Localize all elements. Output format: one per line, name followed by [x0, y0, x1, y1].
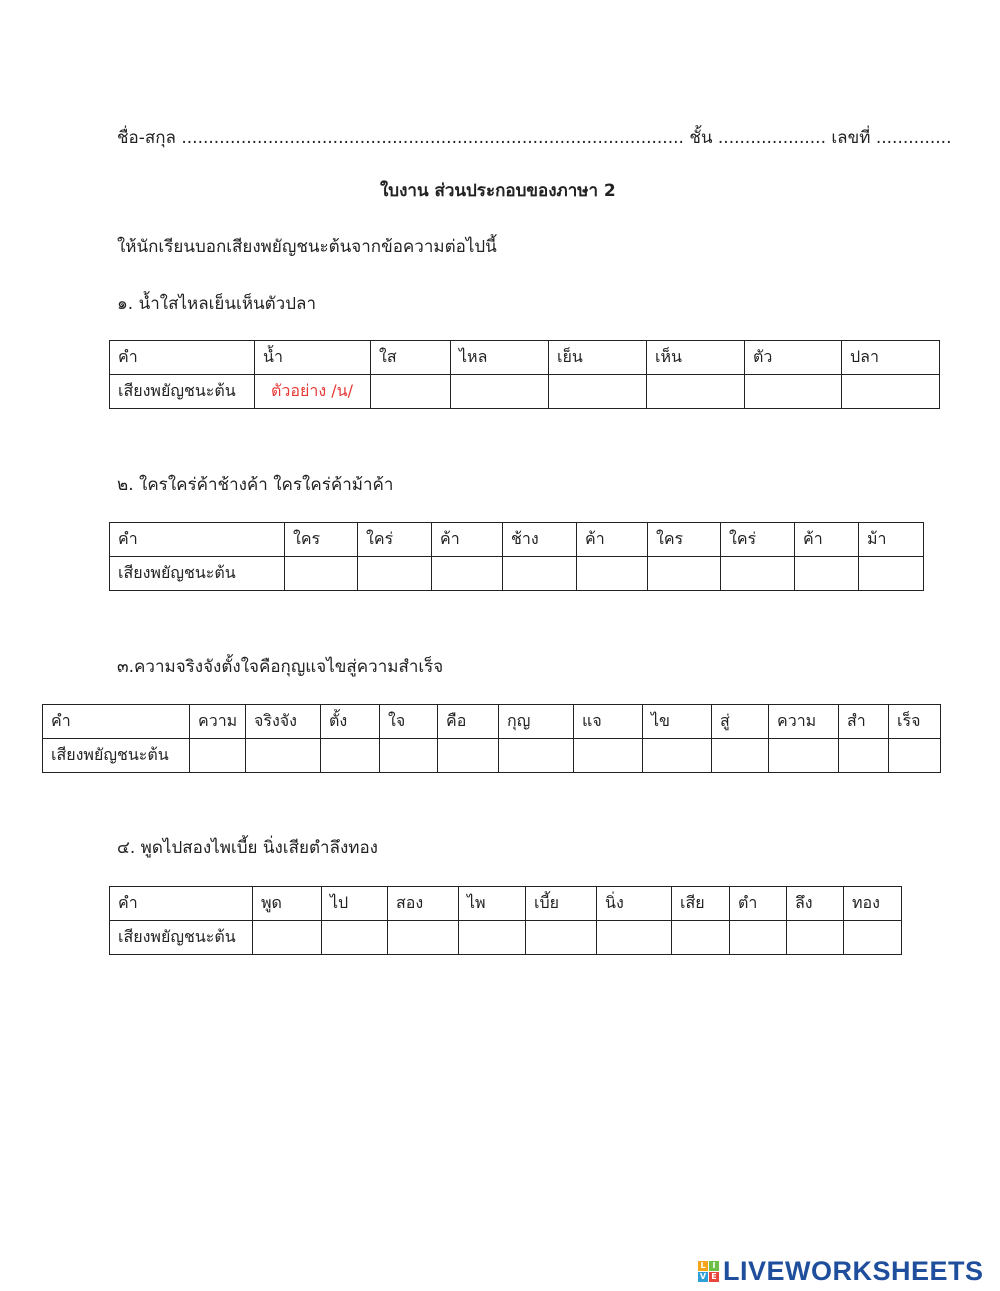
word-cell: ตัว — [745, 341, 842, 375]
answer-cell[interactable] — [889, 739, 941, 773]
word-cell: ปลา — [842, 341, 940, 375]
row-label-word: คำ — [110, 887, 253, 921]
row-label-consonant: เสียงพยัญชนะต้น — [43, 739, 190, 773]
word-cell: ค้า — [795, 523, 859, 557]
answer-cell[interactable] — [321, 739, 380, 773]
answer-cell[interactable] — [730, 921, 787, 955]
section-4-heading: ๔. พูดไปสองไพเบี้ย นิ่งเสียตำลึงทอง — [117, 838, 378, 858]
answer-cell[interactable] — [672, 921, 730, 955]
word-cell: กุญ — [499, 705, 574, 739]
answer-cell[interactable] — [769, 739, 839, 773]
word-cell: ตั้ง — [321, 705, 380, 739]
answer-cell[interactable] — [787, 921, 844, 955]
section-1-heading: ๑. น้ำใสไหลเย็นเห็นตัวปลา — [117, 294, 316, 314]
word-cell: ใคร่ — [721, 523, 795, 557]
word-cell: ค้า — [432, 523, 503, 557]
word-row — [110, 341, 940, 375]
answer-row — [43, 739, 941, 773]
word-cell: ตำ — [730, 887, 787, 921]
answer-cell[interactable] — [451, 375, 549, 409]
word-cell: ไหล — [451, 341, 549, 375]
answer-cell[interactable] — [371, 375, 451, 409]
section-2-heading: ๒. ใครใคร่ค้าช้างค้า ใครใคร่ค้าม้าค้า — [117, 475, 394, 495]
word-cell: ความ — [190, 705, 246, 739]
word-cell: สู่ — [712, 705, 769, 739]
answer-cell[interactable] — [839, 739, 889, 773]
word-cell: เห็น — [647, 341, 745, 375]
word-cell: ความ — [769, 705, 839, 739]
word-cell: ช้าง — [503, 523, 577, 557]
word-cell: สอง — [388, 887, 459, 921]
word-row — [110, 523, 924, 557]
word-cell: เย็น — [549, 341, 647, 375]
word-cell: เสีย — [672, 887, 730, 921]
answer-cell[interactable] — [432, 557, 503, 591]
answer-cell[interactable] — [721, 557, 795, 591]
answer-cell[interactable] — [526, 921, 597, 955]
answer-row — [110, 921, 902, 955]
word-cell: แจ — [574, 705, 643, 739]
answer-cell[interactable] — [285, 557, 358, 591]
word-cell: ลึง — [787, 887, 844, 921]
answer-cell[interactable] — [503, 557, 577, 591]
word-row — [110, 887, 902, 921]
row-label-consonant: เสียงพยัญชนะต้น — [110, 557, 285, 591]
answer-cell[interactable] — [499, 739, 574, 773]
row-label-consonant: เสียงพยัญชนะต้น — [110, 921, 253, 955]
answer-row — [110, 375, 940, 409]
answer-cell[interactable] — [190, 739, 246, 773]
answer-cell[interactable] — [253, 921, 322, 955]
answer-cell[interactable] — [712, 739, 769, 773]
section-1-table — [109, 340, 940, 409]
liveworksheets-logo[interactable] — [698, 1255, 984, 1287]
word-cell: ใคร — [285, 523, 358, 557]
answer-cell[interactable] — [322, 921, 388, 955]
instruction: ให้นักเรียนบอกเสียงพยัญชนะต้นจากข้อความต่อไปนี้ — [117, 237, 497, 257]
word-cell: สำ — [839, 705, 889, 739]
answer-cell[interactable] — [745, 375, 842, 409]
word-cell: น้ำ — [255, 341, 371, 375]
worksheet-title: ใบงาน ส่วนประกอบของภาษา 2 — [380, 181, 616, 201]
word-cell: นิ่ง — [597, 887, 672, 921]
answer-cell[interactable] — [380, 739, 438, 773]
word-cell: ค้า — [577, 523, 648, 557]
answer-cell[interactable] — [549, 375, 647, 409]
row-label-word: คำ — [43, 705, 190, 739]
word-cell: ทอง — [844, 887, 902, 921]
word-cell: เบี้ย — [526, 887, 597, 921]
example-answer: ตัวอย่าง /น/ — [255, 375, 371, 409]
word-cell: พูด — [253, 887, 322, 921]
answer-cell[interactable] — [842, 375, 940, 409]
row-label-consonant: เสียงพยัญชนะต้น — [110, 375, 255, 409]
answer-cell[interactable] — [438, 739, 499, 773]
word-cell: ใคร — [648, 523, 721, 557]
row-label-word: คำ — [110, 341, 255, 375]
word-cell: ไป — [322, 887, 388, 921]
logo-text: LIVEWORKSHEETS — [723, 1255, 984, 1286]
answer-cell[interactable] — [388, 921, 459, 955]
word-cell: คือ — [438, 705, 499, 739]
answer-cell[interactable] — [574, 739, 643, 773]
answer-cell[interactable] — [647, 375, 745, 409]
logo-badge-icon: L I V E — [698, 1261, 719, 1282]
answer-cell[interactable] — [246, 739, 321, 773]
word-cell: เร็จ — [889, 705, 941, 739]
section-4-table — [109, 886, 902, 955]
row-label-word: คำ — [110, 523, 285, 557]
word-cell: ใจ — [380, 705, 438, 739]
answer-cell[interactable] — [859, 557, 924, 591]
answer-cell[interactable] — [648, 557, 721, 591]
answer-row — [110, 557, 924, 591]
answer-cell[interactable] — [577, 557, 648, 591]
word-cell: ไพ — [459, 887, 526, 921]
answer-cell[interactable] — [643, 739, 712, 773]
section-3-heading: ๓.ความจริงจังตั้งใจคือกุญแจไขสู่ความสำเร็จ — [117, 657, 444, 677]
word-cell: ไข — [643, 705, 712, 739]
answer-cell[interactable] — [459, 921, 526, 955]
section-3-table — [42, 704, 941, 773]
word-row — [43, 705, 941, 739]
word-cell: ใส — [371, 341, 451, 375]
word-cell: จริงจัง — [246, 705, 321, 739]
answer-cell[interactable] — [358, 557, 432, 591]
answer-cell[interactable] — [597, 921, 672, 955]
name-line: ชื่อ-สกุล ............................................................................................. ชั้น .................... เลขที่ .............. — [117, 128, 952, 148]
word-cell: ใคร่ — [358, 523, 432, 557]
answer-cell[interactable] — [844, 921, 902, 955]
answer-cell[interactable] — [795, 557, 859, 591]
word-cell: ม้า — [859, 523, 924, 557]
section-2-table — [109, 522, 924, 591]
